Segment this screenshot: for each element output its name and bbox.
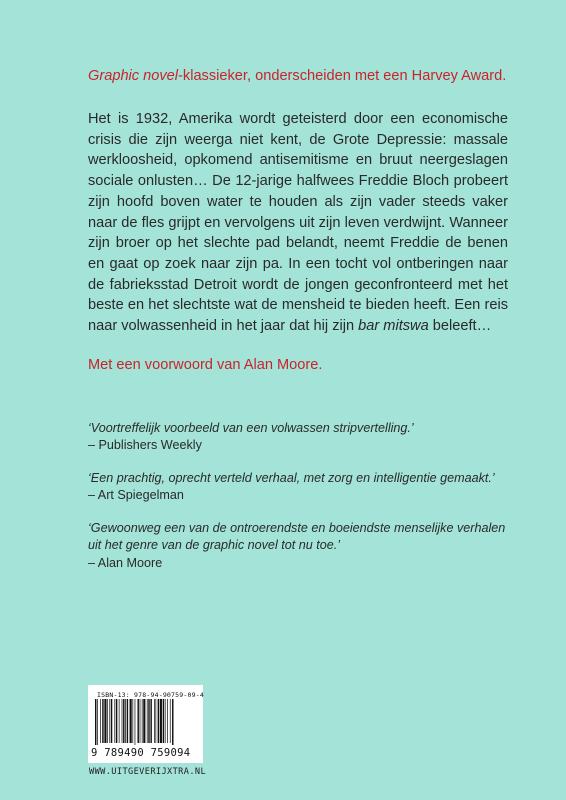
barcode-bar <box>111 699 112 743</box>
barcode-bar <box>142 699 143 743</box>
barcode-bar <box>163 699 164 743</box>
barcode-bar <box>160 699 162 743</box>
quote-attribution: – Alan Moore <box>88 555 163 570</box>
barcode-bar <box>95 699 96 745</box>
barcode-bar <box>155 699 156 743</box>
quote-text: ‘Een prachtig, oprecht verteld verhaal, met zorg en intelligentie gemaakt.’ <box>88 470 495 485</box>
tagline-rest: -klassieker, onderscheiden met een Harvey Award. <box>178 68 507 84</box>
barcode-bar <box>158 699 159 743</box>
barcode-bars <box>94 699 197 745</box>
barcode-bar <box>114 699 115 743</box>
barcode-bar <box>172 699 173 745</box>
barcode-bar <box>130 699 132 743</box>
barcode-bar <box>170 699 171 743</box>
synopsis-italic: bar mitswa <box>358 318 429 335</box>
barcode-bar <box>135 699 136 745</box>
barcode-bar <box>125 699 126 743</box>
quote-attribution: – Publishers Weekly <box>88 438 202 453</box>
barcode-bar <box>107 699 108 743</box>
quote-attribution: – Art Spiegelman <box>88 488 184 503</box>
synopsis <box>88 109 508 337</box>
barcode-bar <box>102 699 103 743</box>
barcode-bar <box>109 699 110 743</box>
barcode-bar <box>150 699 151 743</box>
barcode-digits: 9 789490 759094 <box>91 747 191 759</box>
barcode-bar <box>127 699 128 743</box>
review-quote <box>88 420 508 455</box>
barcode-bar <box>122 699 123 743</box>
barcode-bar <box>104 699 106 743</box>
barcode-bar <box>147 699 148 743</box>
quote-text: ‘Gewoonweg een van de ontroerendste en boeiendste menselijke verhalen uit het genre van de graphic novel tot nu toe.’ <box>88 520 506 553</box>
isbn-barcode <box>88 685 203 763</box>
review-quote <box>88 470 508 505</box>
barcode-bar <box>137 699 138 743</box>
barcode-bar <box>123 699 124 743</box>
tagline <box>88 66 508 86</box>
barcode-bar <box>148 699 149 743</box>
barcode-bar <box>143 699 145 743</box>
barcode-bar <box>97 699 98 745</box>
barcode-bar <box>132 699 133 743</box>
barcode-bar <box>167 699 168 743</box>
review-quotes <box>88 420 508 573</box>
barcode-bar <box>140 699 141 743</box>
barcode-bar <box>100 699 101 743</box>
back-cover-text <box>88 66 508 587</box>
synopsis-end: beleeft… <box>428 318 492 335</box>
barcode-bar <box>116 699 117 743</box>
synopsis-main: Het is 1932, Amerika wordt geteisterd door een economische crisis die zijn weerga niet kent, de Grote Depressie: massale werkloosheid, opkomend antisemitisme en bruut neergeslagen sociale onlusten… De 12-jarige halfwees Freddie Bloch probeert zijn hoofd boven water te houden als zijn vader steeds vaker naar de fles grijpt en vervolgens uit zijn leven verdwijnt. Wanneer zijn broer op het slechte pad belandt, neemt Freddie de benen en gaat op zoek naar zijn pa. In een tocht vol ontberingen naar de fabrieksstad Detroit wordt de jongen geconfronteerd met het beste en het slechtste wat de mensheid te bieden heeft. Een reis naar volwassenheid in het jaar dat hij zijn <box>88 111 508 335</box>
review-quote <box>88 520 508 573</box>
quote-text: ‘Voortreffelijk voorbeeld van een volwassen stripvertelling.’ <box>88 420 414 435</box>
barcode-bar <box>119 699 120 743</box>
isbn-label: ISBN-13: 978-94-90759-09-4 <box>97 691 204 699</box>
tagline-italic: Graphic novel <box>88 68 179 84</box>
barcode-bar <box>165 699 166 743</box>
publisher-website: WWW.UITGEVERIJXTRA.NL <box>89 767 207 777</box>
foreword-note: Met een voorwoord van Alan Moore. <box>88 356 323 373</box>
barcode-bar <box>154 699 155 743</box>
